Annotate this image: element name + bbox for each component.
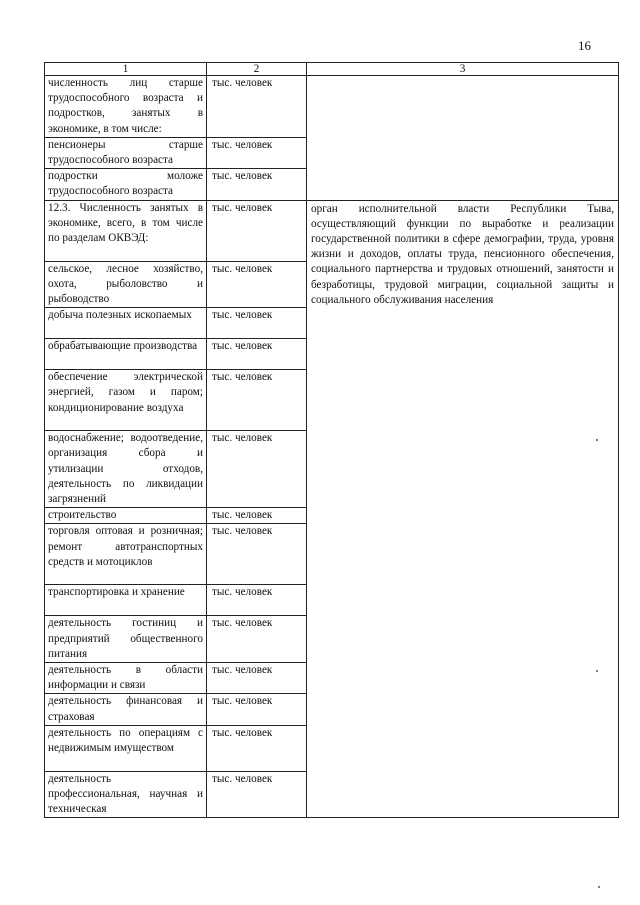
scan-speck (598, 886, 600, 888)
unit-cell: тыс. человек (207, 508, 307, 524)
indicator-cell: деятельность в области информации и связи (45, 663, 207, 694)
indicator-cell: сельское, лесное хозяйство, охота, рыболовство и рыбоводство (45, 261, 207, 308)
indicator-cell: строительство (45, 508, 207, 524)
unit-cell: тыс. человек (207, 339, 307, 370)
indicators-table (44, 62, 619, 818)
indicator-cell: деятельность профессиональная, научная и техническая (45, 771, 207, 818)
unit-cell: тыс. человек (207, 616, 307, 663)
unit-cell: тыс. человек (207, 585, 307, 616)
unit-cell: тыс. человек (207, 524, 307, 585)
indicator-cell: транспортировка и хранение (45, 585, 207, 616)
indicator-cell: водоснабжение; водоотведение, организация сбора и утилизации отходов, деятельность по ликвидации загрязнений (45, 431, 207, 508)
indicator-cell: торговля оптовая и розничная; ремонт автотранспортных средств и мотоциклов (45, 524, 207, 585)
indicator-cell: деятельность гостиниц и предприятий общественного питания (45, 616, 207, 663)
scan-speck (596, 670, 598, 672)
unit-cell: тыс. человек (207, 76, 307, 138)
table-row (45, 200, 619, 261)
unit-cell: тыс. человек (207, 694, 307, 725)
unit-cell: тыс. человек (207, 725, 307, 771)
indicator-cell: подростки моложе трудоспособного возраста (45, 169, 207, 200)
table-header-row (45, 63, 619, 76)
unit-cell: тыс. человек (207, 663, 307, 694)
indicator-cell: обеспечение электрической энергией, газом и паром; кондиционирование воздуха (45, 370, 207, 431)
indicator-cell: пенсионеры старше трудоспособного возраста (45, 137, 207, 168)
indicator-cell: добыча полезных ископаемых (45, 308, 207, 339)
indicator-cell: 12.3. Численность занятых в экономике, всего, в том числе по разделам ОКВЭД: (45, 200, 207, 261)
column-header-1: 1 (45, 63, 207, 76)
indicator-cell: деятельность финансовая и страховая (45, 694, 207, 725)
unit-cell: тыс. человек (207, 261, 307, 308)
indicator-cell: обрабатывающие производства (45, 339, 207, 370)
unit-cell: тыс. человек (207, 137, 307, 168)
responsible-body-cell: орган исполнительной власти Республики Тыва, осуществляющий функции по выработке и реализации государственной политики в сфере демографии, труда, уровня жизни и доходов, оплаты труда, пенсионного обеспечения, социального партнерства и трудовых отношений, занятости и безработицы, трудовой миграции, социальной защиты и социального обслуживания населения (307, 200, 619, 818)
unit-cell: тыс. человек (207, 169, 307, 200)
page-number: 16 (578, 38, 591, 53)
unit-cell: тыс. человек (207, 370, 307, 431)
unit-cell: тыс. человек (207, 771, 307, 818)
unit-cell: тыс. человек (207, 431, 307, 508)
column-header-2: 2 (207, 63, 307, 76)
unit-cell: тыс. человек (207, 308, 307, 339)
scan-speck (596, 439, 598, 441)
indicator-cell: численность лиц старше трудоспособного возраста и подростков, занятых в экономике, в том числе: (45, 76, 207, 138)
table-row (45, 76, 619, 138)
indicator-cell: деятельность по операциям с недвижимым имуществом (45, 725, 207, 771)
unit-cell: тыс. человек (207, 200, 307, 261)
column-header-3: 3 (307, 63, 619, 76)
responsible-cell-empty (307, 76, 619, 201)
